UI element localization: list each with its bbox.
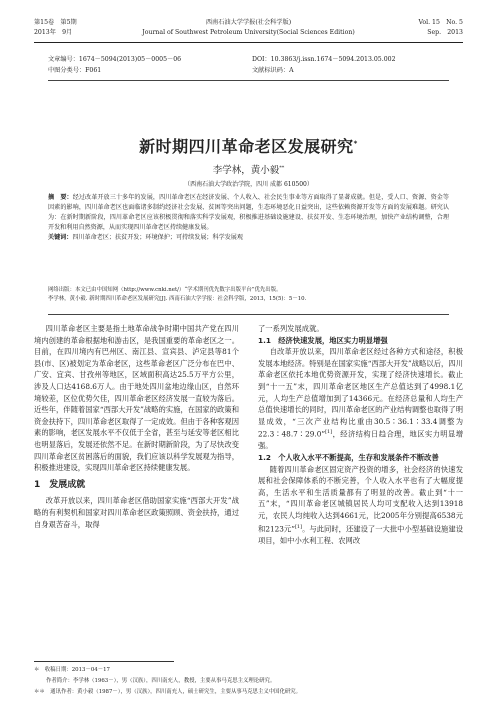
meta-rule <box>48 80 449 81</box>
paragraph-tail: ，经济结构日趋合理，地区实力明显增强。 <box>258 429 463 451</box>
author-line <box>0 162 497 176</box>
continued-paragraph: 了一系列发展成就。 <box>258 324 324 333</box>
author-bio: 作者简介：李学林（1963－），男（汉族），四川南充人，教授，主要从事马克思主义理论研究。 <box>46 678 276 684</box>
author-footnote-mark: ** <box>279 164 285 171</box>
subsection-heading: 1.2 个人收入水平不断提高，生存和发展条件不断改善 <box>258 452 439 462</box>
left-column <box>34 323 239 530</box>
paragraph-tail: 。与此同时，还建设了一大批中小型基础设施建设项目，如中小水利工程、农网改 <box>258 523 463 545</box>
citation-format: 李学林，黄小毅. 新时期四川革命老区发展研究[J]. 西南石油大学学报：社会科学版，2013，15(5)：5－10. <box>48 296 307 302</box>
journal-name <box>34 18 463 38</box>
corresponding-author: ＊＊ 通讯作者：黄小毅（1987－），男（汉族），四川南充人，硕士研究生，主要从事马克思主义中国化研究。 <box>34 689 302 695</box>
header-rule <box>34 42 463 43</box>
paragraph-text: 随着四川革命老区固定资产投资的增多，社会经济的快速发展和社会保障体系的不断完善，个人收入水平也有了大幅度提高，生活水平和生活质量都有了明显的改善。截止到“十一五”末，“四川革命老区城镇居民人均可支配收入达到13918元，农民人均纯收入达到4661元，比2005年分别提高6538元和2123元” <box>258 464 463 533</box>
right-column <box>258 323 463 546</box>
running-header <box>34 18 463 40</box>
doi: DOI：10.3863/j.issn.1674－5094.2013.05.002 <box>252 56 396 63</box>
subsection-heading: 1.1 经济快速发展，地区实力明显增强 <box>258 335 388 345</box>
section-paragraph: 改革开放以来，四川革命老区借助国家实施“西部大开发”战略的有利契机和国家对四川革命老区政策照顾、资金扶持，通过自身艰苦奋斗，取得 <box>34 496 239 529</box>
publication-notes <box>48 286 449 304</box>
footnotes <box>34 665 463 698</box>
issue-date: 2013年 9月 <box>34 29 73 36</box>
title-footnote-mark: * <box>353 139 358 148</box>
volume-number-en: Vol. 15 No. 5 <box>418 19 463 26</box>
affiliation: （西南石油大学政治学院，四川 成都 610500） <box>184 181 313 188</box>
subsection-paragraph <box>258 464 463 547</box>
title-text: 新时期四川革命老区发展研究 <box>139 137 354 156</box>
meta-right <box>252 54 396 76</box>
volume-number: 第15卷 第5期 <box>34 19 77 26</box>
received-date: ＊ 收稿日期：2013－04－17 <box>34 667 110 673</box>
abstract-rule <box>48 314 449 315</box>
issue-date-en: Sep. 2013 <box>427 29 463 36</box>
keywords-text: 四川革命老区；扶贫开发；环境保护；可持续发展；科学发展观 <box>72 234 243 241</box>
online-publication-note: 网络出版：本文已由中国知网（http://www.cnki.net/）“学术期刊优先数字出版平台”优先出版。 <box>48 287 282 293</box>
meta-left <box>48 54 181 76</box>
abstract-label: 摘 要： <box>48 194 73 201</box>
article-number: 文章编号：1674－5094(2013)05－0005－06 <box>48 56 182 63</box>
keywords-label: 关键词： <box>48 234 73 241</box>
subsection-paragraph <box>258 346 463 452</box>
paragraph-text: 自改革开放以来，四川革命老区经过各种方式和途径，积极发展本地经济。特别是在国家实施“西部大开发”战略以后，四川革命老区依托本地优势资源开发，实现了经济快速增长。截止到“十一五”末，四川革命老区地区生产总值达到了4998.1亿元，人均生产总值增加到了14366元。在经济总量和人均生产总值快速增长的同时，四川革命老区的产业结构调整也取得了明显成效，“三次产业结构比重由30.5∶36.1∶33.4调整为22.3∶48.7∶29.0” <box>258 347 463 439</box>
abstract-block <box>48 193 449 243</box>
journal-name-en: Journal of Southwest Petroleum University(Social Sciences Edition) <box>142 29 355 36</box>
intro-paragraph: 四川革命老区主要是指土地革命战争时期中国共产党在四川境内创建的革命根据地和游击区，是我国重要的革命老区之一。目前，在四川境内有巴州区、南江县、宣宾县、泸定县等81个县(市、区)被划定为革命老区，这些革命老区广泛分布在巴中、广安、宜宾、甘孜州等地区，区域面积高达25.5万平方公里，涉及人口达4168.6万人。由于地处四川盆地边缘山区，自然环境较差，区位优势欠佳，四川革命老区经济发展一直较为落后。近些年，伴随着国家“西部大开发”战略的实施，在国家的政策和资金扶持下，四川革命老区取得了一定成效。但由于各种客观因素的影响，老区发展水平不仅低于全省，甚至与延安等老区相比也明显落后，发展还依然不足。在新时期新阶段，为了尽快改变四川革命老区贫困落后的面貌，我们应该以科学发展观为指导，积极推进建设，实现四川革命老区持续健康发展。 <box>34 324 239 473</box>
clc-number: 中图分类号：F061 <box>48 67 102 74</box>
abstract <box>48 193 449 233</box>
journal-name-cn: 西南石油大学学报(社会科学版) <box>205 19 292 26</box>
issue-info-en <box>419 18 464 38</box>
document-code: 文献标识码：A <box>252 67 294 74</box>
keywords <box>48 233 449 243</box>
abstract-text: 经过改革开放三十多年的发展，四川革命老区在经济发展、个人收入、社会民生事业等方面取得了显著成就。但是，受人口、资源、资金等因素的影响，四川革命老区也面临诸多制约经济社会发展、贫困等突出问题，生态环境恶化日益突出，这些依赖资源开发等方面的发展难题。研究认为：在新时期新阶段，四川革命老区应该积极贯彻和落实科学发展观，积极推进基础设施建设、扶贫开发、生态环境治理，加快产业结构调整，合理开发和利用自然资源，从而实现四川革命老区持续健康发展。 <box>48 194 450 231</box>
citation-ref: [1] <box>325 429 333 436</box>
footnote-rule <box>34 661 174 662</box>
citation-ref: [1] <box>294 523 303 530</box>
article-title <box>0 134 497 157</box>
section-heading: 1 发展成就 <box>34 479 86 490</box>
authors: 李学林，黄小毅 <box>212 165 280 176</box>
